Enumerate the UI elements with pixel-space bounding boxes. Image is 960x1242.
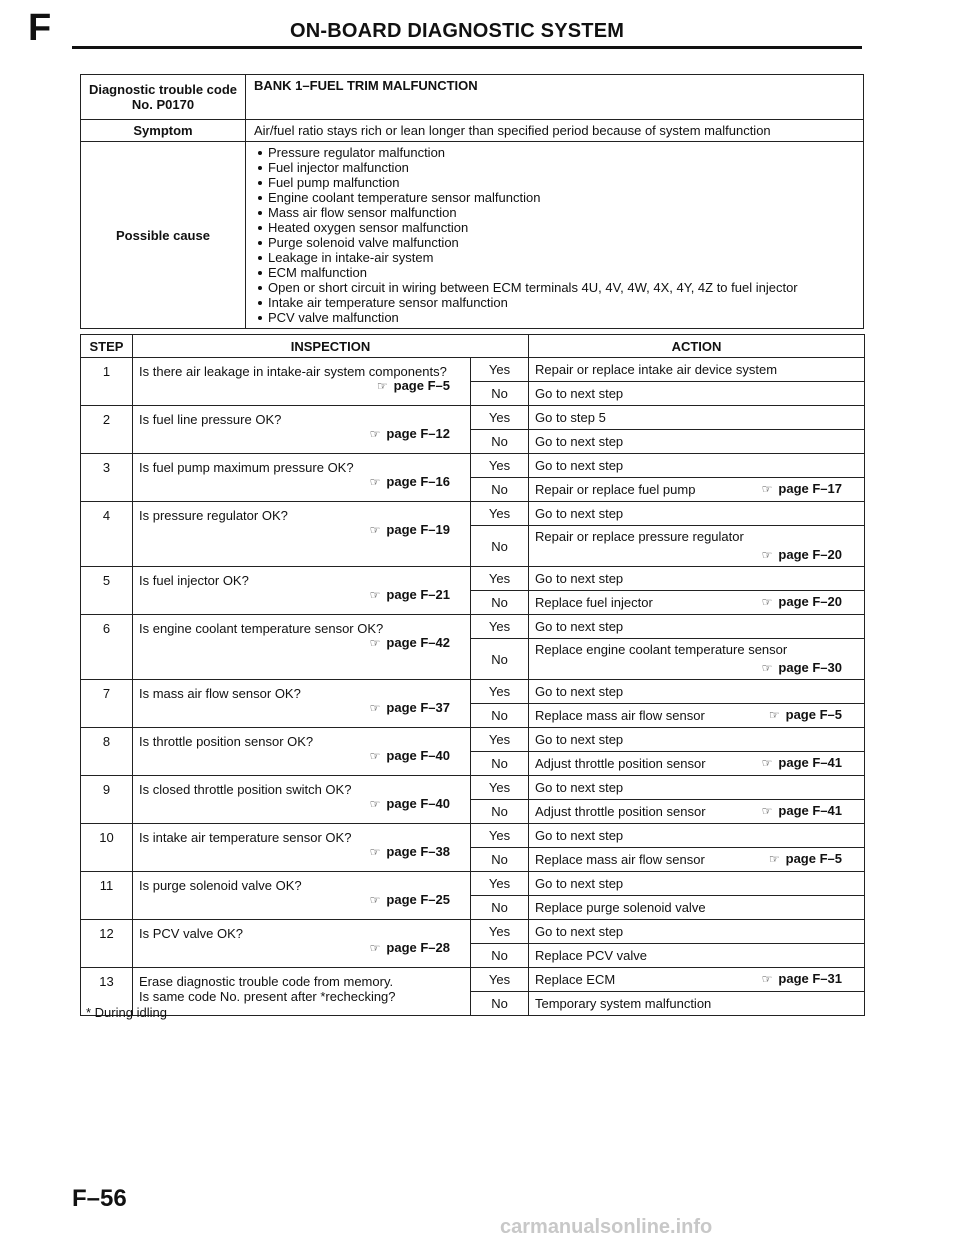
step-row-yes bbox=[81, 502, 865, 526]
yes-label: Yes bbox=[471, 728, 529, 752]
no-action-text: Repair or replace fuel pump bbox=[535, 482, 696, 497]
page-reference-text: page F–12 bbox=[386, 426, 450, 441]
pointing-hand-icon: ☞ bbox=[761, 972, 773, 986]
page-reference-text: page F–31 bbox=[778, 971, 842, 986]
inspection-cell bbox=[133, 615, 471, 680]
yes-action-text: Go to next step bbox=[535, 506, 624, 521]
yes-action-text: Go to next step bbox=[535, 619, 624, 634]
no-label: No bbox=[471, 800, 529, 824]
yes-label: Yes bbox=[471, 920, 529, 944]
inspection-question: Is pressure regulator OK? bbox=[139, 508, 288, 523]
pointing-hand-icon: ☞ bbox=[761, 756, 773, 770]
no-action-text: Replace purge solenoid valve bbox=[535, 900, 706, 915]
no-label: No bbox=[471, 896, 529, 920]
dtc-info-table bbox=[80, 74, 864, 329]
page-reference bbox=[370, 700, 450, 716]
page-reference bbox=[769, 851, 842, 867]
steps-body bbox=[81, 358, 865, 1016]
pointing-hand-icon: ☞ bbox=[369, 636, 381, 650]
yes-action bbox=[529, 567, 865, 591]
page-reference-text: page F–40 bbox=[386, 748, 450, 763]
dtc-label: Diagnostic trouble code No. P0170 bbox=[81, 75, 246, 120]
inspection-question: Is mass air flow sensor OK? bbox=[139, 686, 301, 701]
no-action-text: Replace engine coolant temperature sensor bbox=[535, 642, 788, 657]
page-reference-text: page F–25 bbox=[386, 892, 450, 907]
inspection-question: Is purge solenoid valve OK? bbox=[139, 878, 302, 893]
no-action bbox=[529, 944, 865, 968]
possible-cause-row bbox=[81, 142, 864, 329]
page-reference bbox=[370, 940, 450, 956]
step-row-yes bbox=[81, 824, 865, 848]
step-number: 5 bbox=[81, 567, 133, 615]
symptom-value: Air/fuel ratio stays rich or lean longer than specified period because of system malfunction bbox=[246, 120, 864, 142]
no-action-text: Replace fuel injector bbox=[535, 595, 653, 610]
dtc-row bbox=[81, 75, 864, 120]
step-row-yes bbox=[81, 728, 865, 752]
inspection-cell bbox=[133, 824, 471, 872]
page-reference bbox=[370, 474, 450, 490]
yes-action-text: Go to next step bbox=[535, 571, 624, 586]
yes-action bbox=[529, 824, 865, 848]
no-action-text: Repair or replace pressure regulator bbox=[535, 529, 744, 544]
step-number: 2 bbox=[81, 406, 133, 454]
no-label: No bbox=[471, 382, 529, 406]
diagnostic-steps-table bbox=[80, 334, 865, 1016]
no-action bbox=[529, 848, 865, 872]
yes-action bbox=[529, 615, 865, 639]
inspection-cell bbox=[133, 358, 471, 406]
possible-cause-item: Leakage in intake-air system bbox=[268, 250, 857, 265]
yes-action bbox=[529, 920, 865, 944]
page-reference-text: page F–17 bbox=[778, 481, 842, 496]
page-reference bbox=[370, 844, 450, 860]
possible-cause-item: ECM malfunction bbox=[268, 265, 857, 280]
pointing-hand-icon: ☞ bbox=[369, 588, 381, 602]
page-reference-text: page F–28 bbox=[386, 940, 450, 955]
no-label: No bbox=[471, 478, 529, 502]
yes-action-text: Go to next step bbox=[535, 780, 624, 795]
no-label: No bbox=[471, 639, 529, 680]
yes-label: Yes bbox=[471, 502, 529, 526]
page-reference bbox=[762, 481, 842, 497]
step-number: 3 bbox=[81, 454, 133, 502]
inspection-question: Is throttle position sensor OK? bbox=[139, 734, 314, 749]
no-action-text: Replace mass air flow sensor bbox=[535, 708, 705, 723]
inspection-cell bbox=[133, 454, 471, 502]
yes-action bbox=[529, 454, 865, 478]
yes-action bbox=[529, 680, 865, 704]
inspection-cell bbox=[133, 968, 471, 1016]
yes-action-text: Replace ECM bbox=[535, 972, 616, 987]
inspection-question: Is there air leakage in intake-air system components? bbox=[139, 364, 447, 379]
pointing-hand-icon: ☞ bbox=[369, 749, 381, 763]
inspection-question: Is intake air temperature sensor OK? bbox=[139, 830, 352, 845]
pointing-hand-icon: ☞ bbox=[761, 548, 773, 562]
pointing-hand-icon: ☞ bbox=[768, 708, 780, 722]
step-row-yes bbox=[81, 872, 865, 896]
possible-cause-list bbox=[254, 145, 857, 325]
step-row-yes bbox=[81, 680, 865, 704]
step-number: 9 bbox=[81, 776, 133, 824]
pointing-hand-icon: ☞ bbox=[369, 475, 381, 489]
yes-action-text: Go to next step bbox=[535, 684, 624, 699]
inspection-cell bbox=[133, 872, 471, 920]
no-action bbox=[529, 430, 865, 454]
possible-cause-item: Fuel pump malfunction bbox=[268, 175, 857, 190]
page-reference-text: page F–42 bbox=[386, 635, 450, 650]
yes-label: Yes bbox=[471, 776, 529, 800]
no-action-text: Adjust throttle position sensor bbox=[535, 756, 706, 771]
symptom-row bbox=[81, 120, 864, 142]
yes-label: Yes bbox=[471, 615, 529, 639]
no-action-text: Adjust throttle position sensor bbox=[535, 804, 706, 819]
inspection-cell bbox=[133, 728, 471, 776]
page-reference bbox=[762, 755, 842, 771]
no-action bbox=[529, 382, 865, 406]
dtc-value: BANK 1–FUEL TRIM MALFUNCTION bbox=[246, 75, 864, 120]
pointing-hand-icon: ☞ bbox=[369, 941, 381, 955]
yes-action bbox=[529, 502, 865, 526]
no-label: No bbox=[471, 704, 529, 728]
possible-cause-item: Engine coolant temperature sensor malfunction bbox=[268, 190, 857, 205]
pointing-hand-icon: ☞ bbox=[761, 595, 773, 609]
step-number: 12 bbox=[81, 920, 133, 968]
page-reference bbox=[370, 796, 450, 812]
page-reference-text: page F–19 bbox=[386, 522, 450, 537]
steps-header-row bbox=[81, 335, 865, 358]
yes-action-text: Go to next step bbox=[535, 828, 624, 843]
inspection-column-header: INSPECTION bbox=[133, 335, 529, 358]
pointing-hand-icon: ☞ bbox=[768, 852, 780, 866]
page-number: F–56 bbox=[72, 1185, 127, 1212]
page-reference bbox=[370, 748, 450, 764]
page-reference-text: page F–41 bbox=[778, 755, 842, 770]
page-reference-text: page F–30 bbox=[778, 660, 842, 675]
inspection-cell bbox=[133, 776, 471, 824]
no-action-text: Replace PCV valve bbox=[535, 948, 647, 963]
footnote: * During idling bbox=[86, 1005, 167, 1020]
page-reference-text: page F–20 bbox=[778, 547, 842, 562]
page-reference bbox=[762, 803, 842, 819]
pointing-hand-icon: ☞ bbox=[369, 523, 381, 537]
no-action bbox=[529, 639, 865, 680]
page-reference-text: page F–40 bbox=[386, 796, 450, 811]
inspection-question: Is fuel injector OK? bbox=[139, 573, 249, 588]
pointing-hand-icon: ☞ bbox=[369, 893, 381, 907]
inspection-question: Is engine coolant temperature sensor OK? bbox=[139, 621, 384, 636]
possible-cause-item: Intake air temperature sensor malfunction bbox=[268, 295, 857, 310]
yes-action bbox=[529, 872, 865, 896]
yes-label: Yes bbox=[471, 968, 529, 992]
yes-label: Yes bbox=[471, 824, 529, 848]
symptom-label: Symptom bbox=[81, 120, 246, 142]
page-reference bbox=[762, 594, 842, 610]
no-action-text: Temporary system malfunction bbox=[535, 996, 712, 1011]
no-label: No bbox=[471, 430, 529, 454]
step-row-yes bbox=[81, 406, 865, 430]
step-column-header: STEP bbox=[81, 335, 133, 358]
yes-action-text: Go to next step bbox=[535, 732, 624, 747]
inspection-cell bbox=[133, 502, 471, 567]
step-row-yes bbox=[81, 615, 865, 639]
page-reference bbox=[370, 587, 450, 603]
no-label: No bbox=[471, 752, 529, 776]
page-title: ON-BOARD DIAGNOSTIC SYSTEM bbox=[290, 20, 625, 42]
yes-action-text: Repair or replace intake air device system bbox=[535, 362, 778, 377]
step-number: 6 bbox=[81, 615, 133, 680]
no-label: No bbox=[471, 944, 529, 968]
page-reference bbox=[370, 426, 450, 442]
possible-cause-item: Mass air flow sensor malfunction bbox=[268, 205, 857, 220]
step-number: 4 bbox=[81, 502, 133, 567]
no-label: No bbox=[471, 526, 529, 567]
page-reference-text: page F–5 bbox=[785, 707, 842, 722]
page-reference-text: page F–21 bbox=[386, 587, 450, 602]
yes-action-text: Go to next step bbox=[535, 924, 624, 939]
step-row-yes bbox=[81, 776, 865, 800]
page-reference-text: page F–5 bbox=[393, 378, 450, 393]
step-number: 11 bbox=[81, 872, 133, 920]
step-number: 7 bbox=[81, 680, 133, 728]
page-reference bbox=[370, 892, 450, 908]
inspection-cell bbox=[133, 567, 471, 615]
yes-action-text: Go to next step bbox=[535, 876, 624, 891]
page-reference bbox=[370, 522, 450, 538]
inspection-cell bbox=[133, 680, 471, 728]
pointing-hand-icon: ☞ bbox=[369, 797, 381, 811]
inspection-question: Is closed throttle position switch OK? bbox=[139, 782, 352, 797]
yes-action bbox=[529, 728, 865, 752]
yes-action-text: Go to step 5 bbox=[535, 410, 606, 425]
step-row-yes bbox=[81, 920, 865, 944]
watermark: carmanualsonline.info bbox=[500, 1216, 713, 1238]
yes-action bbox=[529, 968, 865, 992]
step-row-yes bbox=[81, 968, 865, 992]
yes-label: Yes bbox=[471, 872, 529, 896]
page-reference-text: page F–37 bbox=[386, 700, 450, 715]
step-number: 8 bbox=[81, 728, 133, 776]
section-letter: F bbox=[28, 7, 52, 49]
page-reference bbox=[762, 547, 842, 563]
pointing-hand-icon: ☞ bbox=[369, 427, 381, 441]
yes-action bbox=[529, 406, 865, 430]
pointing-hand-icon: ☞ bbox=[369, 845, 381, 859]
page-reference-text: page F–38 bbox=[386, 844, 450, 859]
page-reference-text: page F–20 bbox=[778, 594, 842, 609]
inspection-question: Is PCV valve OK? bbox=[139, 926, 244, 941]
header-rule bbox=[72, 46, 862, 49]
no-label: No bbox=[471, 992, 529, 1016]
step-row-yes bbox=[81, 567, 865, 591]
pointing-hand-icon: ☞ bbox=[761, 804, 773, 818]
step-number: 13 bbox=[81, 968, 133, 1016]
page-reference bbox=[769, 707, 842, 723]
no-action bbox=[529, 526, 865, 567]
inspection-question: Erase diagnostic trouble code from memory. Is same code No. present after *rechecking? bbox=[139, 974, 396, 1004]
inspection-question: Is fuel pump maximum pressure OK? bbox=[139, 460, 354, 475]
possible-cause-item: Open or short circuit in wiring between ECM terminals 4U, 4V, 4W, 4X, 4Y, 4Z to fuel injector bbox=[268, 280, 857, 295]
step-row-yes bbox=[81, 358, 865, 382]
pointing-hand-icon: ☞ bbox=[369, 701, 381, 715]
page-reference-text: page F–41 bbox=[778, 803, 842, 818]
inspection-cell bbox=[133, 406, 471, 454]
step-number: 1 bbox=[81, 358, 133, 406]
possible-cause-item: PCV valve malfunction bbox=[268, 310, 857, 325]
action-column-header: ACTION bbox=[529, 335, 865, 358]
possible-cause-item: Fuel injector malfunction bbox=[268, 160, 857, 175]
no-action-text: Go to next step bbox=[535, 386, 624, 401]
page-reference bbox=[370, 635, 450, 651]
no-action bbox=[529, 591, 865, 615]
no-action bbox=[529, 800, 865, 824]
no-action bbox=[529, 992, 865, 1016]
pointing-hand-icon: ☞ bbox=[761, 661, 773, 675]
yes-label: Yes bbox=[471, 567, 529, 591]
step-row-yes bbox=[81, 454, 865, 478]
possible-cause-item: Purge solenoid valve malfunction bbox=[268, 235, 857, 250]
no-action bbox=[529, 752, 865, 776]
page-reference-text: page F–16 bbox=[386, 474, 450, 489]
no-action-text: Replace mass air flow sensor bbox=[535, 852, 705, 867]
possible-cause-item: Pressure regulator malfunction bbox=[268, 145, 857, 160]
pointing-hand-icon: ☞ bbox=[761, 482, 773, 496]
page-reference bbox=[377, 378, 450, 394]
yes-label: Yes bbox=[471, 680, 529, 704]
no-action-text: Go to next step bbox=[535, 434, 624, 449]
page-reference bbox=[762, 660, 842, 676]
no-action bbox=[529, 704, 865, 728]
step-number: 10 bbox=[81, 824, 133, 872]
possible-cause-label: Possible cause bbox=[81, 142, 246, 329]
no-action bbox=[529, 478, 865, 502]
yes-action bbox=[529, 358, 865, 382]
no-action bbox=[529, 896, 865, 920]
no-label: No bbox=[471, 848, 529, 872]
inspection-cell bbox=[133, 920, 471, 968]
yes-label: Yes bbox=[471, 406, 529, 430]
possible-cause-item: Heated oxygen sensor malfunction bbox=[268, 220, 857, 235]
inspection-question: Is fuel line pressure OK? bbox=[139, 412, 282, 427]
page-reference-text: page F–5 bbox=[785, 851, 842, 866]
yes-action-text: Go to next step bbox=[535, 458, 624, 473]
yes-label: Yes bbox=[471, 358, 529, 382]
no-label: No bbox=[471, 591, 529, 615]
yes-action bbox=[529, 776, 865, 800]
yes-label: Yes bbox=[471, 454, 529, 478]
pointing-hand-icon: ☞ bbox=[376, 379, 388, 393]
page-reference bbox=[762, 971, 842, 987]
possible-cause-cell bbox=[246, 142, 864, 329]
